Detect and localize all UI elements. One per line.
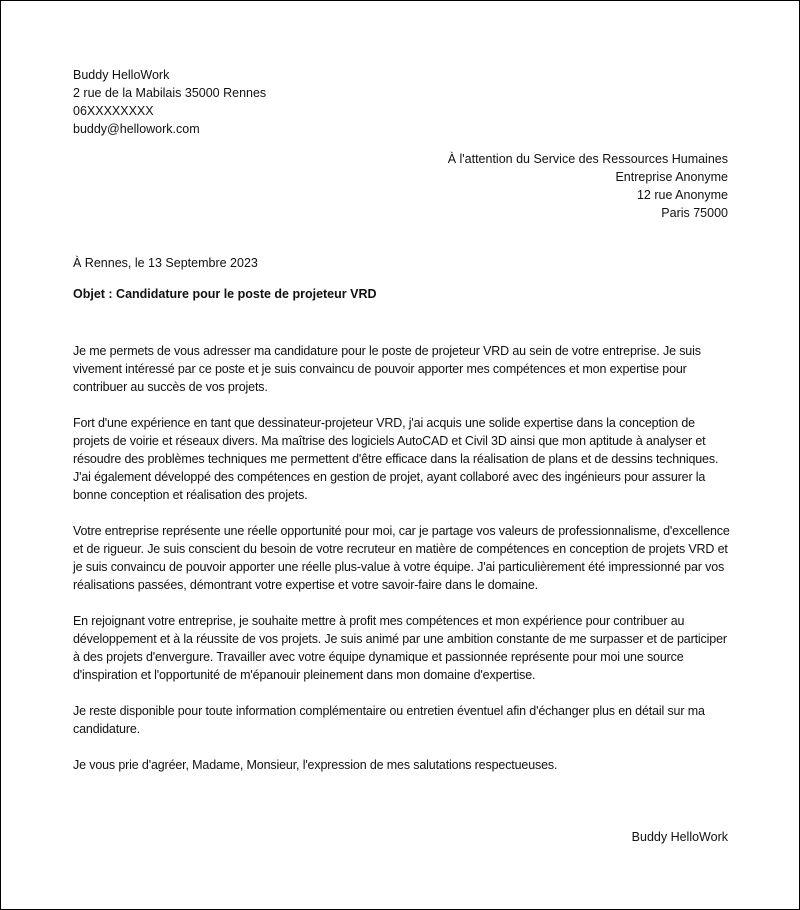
recipient-company: Entreprise Anonyme bbox=[615, 170, 728, 184]
sender-email: buddy@hellowork.com bbox=[73, 122, 200, 136]
body-paragraph: Votre entreprise représente une réelle opportunité pour moi, car je partage vos valeurs de professionnalisme, d'excellence et de rigueur. Je suis conscient du besoin de votre recruteur en matière de compétences en conception de projets VRD et je suis convaincu de pouvoir apporter une réelle plus-value à votre équipe. J'ai particulièrement été impressionné par vos réalisations passées, démontrant votre expertise et votre savoir-faire dans le domaine. bbox=[73, 524, 730, 592]
sender-name: Buddy HelloWork bbox=[73, 68, 170, 82]
body-paragraph: En rejoignant votre entreprise, je souhaite mettre à profit mes compétences et mon expérience pour contribuer au développement et à la réussite de vos projets. Je suis animé par une ambition constante de me surpasser et de participer à des projets d'envergure. Travailler avec votre équipe dynamique et passionnée représente pour moi une source d'inspiration et l'opportunité de m'épanouir pleinement dans mon domaine d'expertise. bbox=[73, 614, 727, 682]
date-line: À Rennes, le 13 Septembre 2023 bbox=[73, 256, 258, 270]
recipient-street: 12 rue Anonyme bbox=[636, 188, 728, 202]
letter-body bbox=[73, 342, 733, 792]
recipient-attention: À l'attention du Service des Ressources Humaines bbox=[447, 152, 728, 166]
recipient-city: Paris 75000 bbox=[661, 206, 728, 220]
body-paragraph: Fort d'une expérience en tant que dessinateur-projeteur VRD, j'ai acquis une solide expertise dans la conception de projets de voirie et réseaux divers. Ma maîtrise des logiciels AutoCAD et Civil 3D ainsi que mon aptitude à analyser et résoudre des problèmes techniques me permettent d'être efficace dans la réalisation de plans et de dessins techniques. J'ai également développé des compétences en gestion de projet, ayant collaboré avec des ingénieurs pour assurer la bonne conception et réalisation des projets. bbox=[73, 416, 719, 502]
sender-block bbox=[73, 66, 266, 138]
subject-line: Objet : Candidature pour le poste de projeteur VRD bbox=[73, 287, 377, 301]
recipient-block bbox=[448, 150, 728, 222]
sender-phone: 06XXXXXXXX bbox=[73, 104, 154, 118]
closing-paragraph: Je vous prie d'agréer, Madame, Monsieur, l'expression de mes salutations respectueuses. bbox=[73, 758, 558, 772]
signature: Buddy HelloWork bbox=[631, 830, 728, 844]
body-paragraph: Je me permets de vous adresser ma candidature pour le poste de projeteur VRD au sein de votre entreprise. Je suis vivement intéressé par ce poste et je suis convaincu de pouvoir apporter mes compétences et mon expertise pour contribuer au succès de vos projets. bbox=[73, 344, 701, 394]
sender-address: 2 rue de la Mabilais 35000 Rennes bbox=[73, 86, 267, 100]
body-paragraph: Je reste disponible pour toute information complémentaire ou entretien éventuel afin d'échanger plus en détail sur ma candidature. bbox=[73, 704, 705, 736]
